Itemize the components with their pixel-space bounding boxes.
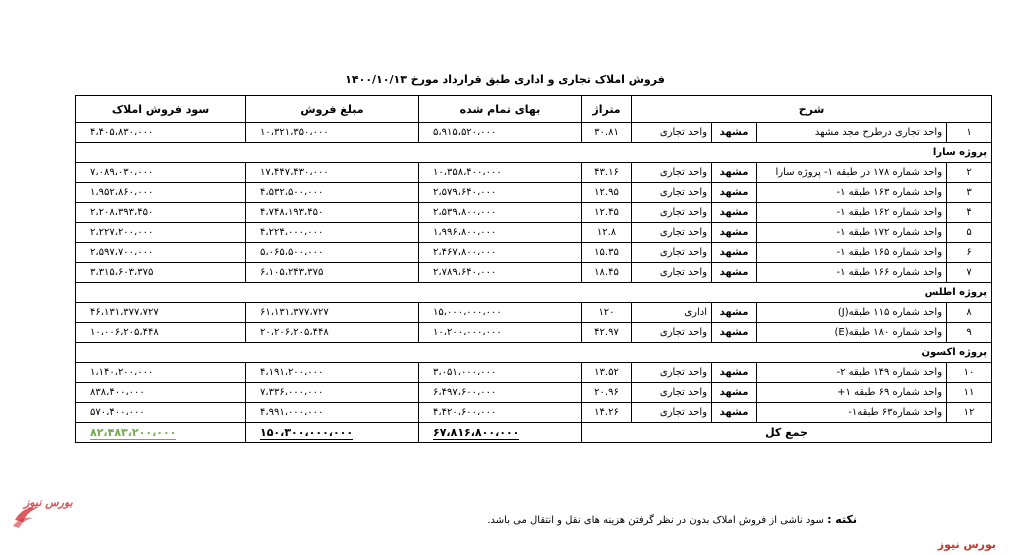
row-city: مشهد bbox=[712, 123, 757, 143]
row-description: واحد شماره ۶۹ طبقه ۱+ bbox=[757, 383, 947, 403]
total-sale-cell bbox=[246, 423, 419, 443]
row-city: مشهد bbox=[712, 243, 757, 263]
table-row bbox=[76, 403, 992, 423]
row-area: ۴۲.۹۷ bbox=[582, 323, 632, 343]
row-usage: واحد تجاری bbox=[632, 383, 712, 403]
row-number: ۷ bbox=[947, 263, 992, 283]
row-sale: ۶،۱۰۵،۲۴۳،۳۷۵ bbox=[246, 263, 419, 283]
row-sale: ۲۰،۲۰۶،۲۰۵،۴۴۸ bbox=[246, 323, 419, 343]
table-row bbox=[76, 203, 992, 223]
row-profit: ۱،۱۴۰،۲۰۰،۰۰۰ bbox=[76, 363, 246, 383]
table-row bbox=[76, 223, 992, 243]
section-title: پروژه اطلس bbox=[76, 283, 992, 303]
row-sale: ۶۱،۱۳۱،۳۷۷،۷۲۷ bbox=[246, 303, 419, 323]
row-cost: ۱۰،۳۵۸،۴۰۰،۰۰۰ bbox=[419, 163, 582, 183]
row-profit: ۷،۰۸۹،۰۳۰،۰۰۰ bbox=[76, 163, 246, 183]
row-city: مشهد bbox=[712, 163, 757, 183]
row-description: واحد شماره ۱۷۸ در طبقه ۱- پروژه سارا bbox=[757, 163, 947, 183]
row-description: واحد تجاری درطرح مجد مشهد bbox=[757, 123, 947, 143]
row-sale: ۴،۵۳۲،۵۰۰،۰۰۰ bbox=[246, 183, 419, 203]
footnote bbox=[487, 513, 857, 526]
row-city: مشهد bbox=[712, 263, 757, 283]
row-sale: ۱۷،۴۴۷،۴۳۰،۰۰۰ bbox=[246, 163, 419, 183]
row-cost: ۱۵،۰۰۰،۰۰۰،۰۰۰ bbox=[419, 303, 582, 323]
total-row bbox=[76, 423, 992, 443]
row-sale: ۷،۳۳۶،۰۰۰،۰۰۰ bbox=[246, 383, 419, 403]
row-cost: ۲،۴۶۷،۸۰۰،۰۰۰ bbox=[419, 243, 582, 263]
row-area: ۱۵.۳۵ bbox=[582, 243, 632, 263]
row-description: واحد شماره ۱۶۲ طبقه ۱- bbox=[757, 203, 947, 223]
row-description: واحد شماره ۱۶۶ طبقه ۱- bbox=[757, 263, 947, 283]
row-area: ۱۲۰ bbox=[582, 303, 632, 323]
row-city: مشهد bbox=[712, 383, 757, 403]
sales-table bbox=[75, 95, 992, 443]
row-number: ۶ bbox=[947, 243, 992, 263]
table-body bbox=[76, 123, 992, 423]
row-profit: ۵۷۰،۴۰۰،۰۰۰ bbox=[76, 403, 246, 423]
row-profit: ۸۳۸،۴۰۰،۰۰۰ bbox=[76, 383, 246, 403]
row-cost: ۱۰،۲۰۰،۰۰۰،۰۰۰ bbox=[419, 323, 582, 343]
row-cost: ۴،۴۲۰،۶۰۰،۰۰۰ bbox=[419, 403, 582, 423]
row-description: واحد شماره ۱۸۰ طبقه(E) bbox=[757, 323, 947, 343]
row-description: واحد شماره ۱۶۳ طبقه ۱- bbox=[757, 183, 947, 203]
row-number: ۴ bbox=[947, 203, 992, 223]
row-cost: ۲،۵۷۹،۶۴۰،۰۰۰ bbox=[419, 183, 582, 203]
row-city: مشهد bbox=[712, 403, 757, 423]
row-cost: ۶،۴۹۷،۶۰۰،۰۰۰ bbox=[419, 383, 582, 403]
row-number: ۹ bbox=[947, 323, 992, 343]
row-area: ۱۳.۵۲ bbox=[582, 363, 632, 383]
row-area: ۲۰.۹۶ bbox=[582, 383, 632, 403]
row-description: واحد شماره ۱۱۵ طبقه(J) bbox=[757, 303, 947, 323]
row-number: ۵ bbox=[947, 223, 992, 243]
row-city: مشهد bbox=[712, 363, 757, 383]
row-cost: ۳،۰۵۱،۰۰۰،۰۰۰ bbox=[419, 363, 582, 383]
table-header-row bbox=[76, 96, 992, 123]
row-profit: ۴،۴۰۵،۸۳۰،۰۰۰ bbox=[76, 123, 246, 143]
row-number: ۱۲ bbox=[947, 403, 992, 423]
row-cost: ۲،۷۸۹،۶۴۰،۰۰۰ bbox=[419, 263, 582, 283]
row-usage: واحد تجاری bbox=[632, 323, 712, 343]
row-description: واحد شماره۶۳ طبقه۱- bbox=[757, 403, 947, 423]
section-title: پروژه سارا bbox=[76, 143, 992, 163]
section-row bbox=[76, 343, 992, 363]
row-area: ۱۴.۲۶ bbox=[582, 403, 632, 423]
total-cost: ۶۷،۸۱۶،۸۰۰،۰۰۰ bbox=[433, 426, 520, 439]
row-description: واحد شماره ۱۷۲ طبقه ۱- bbox=[757, 223, 947, 243]
row-sale: ۵،۰۶۵،۵۰۰،۰۰۰ bbox=[246, 243, 419, 263]
table-row bbox=[76, 323, 992, 343]
row-usage: واحد تجاری bbox=[632, 163, 712, 183]
row-usage: واحد تجاری bbox=[632, 243, 712, 263]
row-usage: واحد تجاری bbox=[632, 403, 712, 423]
row-city: مشهد bbox=[712, 323, 757, 343]
row-usage: واحد تجاری bbox=[632, 363, 712, 383]
header-desc: شرح bbox=[632, 96, 992, 123]
row-number: ۱ bbox=[947, 123, 992, 143]
row-usage: واحد تجاری bbox=[632, 223, 712, 243]
row-number: ۳ bbox=[947, 183, 992, 203]
row-area: ۱۸.۴۵ bbox=[582, 263, 632, 283]
row-number: ۲ bbox=[947, 163, 992, 183]
section-row bbox=[76, 143, 992, 163]
row-area: ۱۲.۸ bbox=[582, 223, 632, 243]
row-usage: واحد تجاری bbox=[632, 263, 712, 283]
row-sale: ۴،۲۲۴،۰۰۰،۰۰۰ bbox=[246, 223, 419, 243]
row-profit: ۱،۹۵۲،۸۶۰،۰۰۰ bbox=[76, 183, 246, 203]
row-usage: اداری bbox=[632, 303, 712, 323]
brand-label: بورس نیوز bbox=[937, 538, 996, 551]
row-cost: ۵،۹۱۵،۵۲۰،۰۰۰ bbox=[419, 123, 582, 143]
row-area: ۱۲.۴۵ bbox=[582, 203, 632, 223]
table-row bbox=[76, 383, 992, 403]
row-profit: ۴۶،۱۳۱،۳۷۷،۷۲۷ bbox=[76, 303, 246, 323]
row-sale: ۴،۷۴۸،۱۹۳،۴۵۰ bbox=[246, 203, 419, 223]
total-sale: ۱۵۰،۳۰۰،۰۰۰،۰۰۰ bbox=[260, 426, 354, 439]
header-sale: مبلغ فروش bbox=[246, 96, 419, 123]
header-cost: بهای تمام شده bbox=[419, 96, 582, 123]
header-profit: سود فروش املاک bbox=[76, 96, 246, 123]
logo-watermark-text: بورس نیوز bbox=[24, 496, 73, 509]
row-profit: ۳،۳۱۵،۶۰۳،۳۷۵ bbox=[76, 263, 246, 283]
row-city: مشهد bbox=[712, 223, 757, 243]
table-row bbox=[76, 303, 992, 323]
row-usage: واحد تجاری bbox=[632, 183, 712, 203]
row-profit: ۲،۲۰۸،۳۹۳،۴۵۰ bbox=[76, 203, 246, 223]
row-profit: ۱۰،۰۰۶،۲۰۵،۴۴۸ bbox=[76, 323, 246, 343]
row-city: مشهد bbox=[712, 183, 757, 203]
table-row bbox=[76, 243, 992, 263]
row-city: مشهد bbox=[712, 203, 757, 223]
row-profit: ۲،۵۹۷،۷۰۰،۰۰۰ bbox=[76, 243, 246, 263]
table-row bbox=[76, 183, 992, 203]
table-row bbox=[76, 123, 992, 143]
row-number: ۸ bbox=[947, 303, 992, 323]
header-area: متراژ bbox=[582, 96, 632, 123]
section-title: پروژه اکسون bbox=[76, 343, 992, 363]
report-title: فروش املاک تجاری و اداری طبق قرارداد مورخ ۱۴۰۰/۱۰/۱۳ bbox=[345, 73, 665, 86]
table-row bbox=[76, 363, 992, 383]
note-text: سود ناشی از فروش املاک بدون در نظر گرفتن هزینه های نقل و انتقال می باشد. bbox=[487, 515, 824, 526]
row-area: ۳۰.۸۱ bbox=[582, 123, 632, 143]
row-city: مشهد bbox=[712, 303, 757, 323]
row-number: ۱۰ bbox=[947, 363, 992, 383]
row-area: ۱۲.۹۵ bbox=[582, 183, 632, 203]
table-row bbox=[76, 263, 992, 283]
table-row bbox=[76, 163, 992, 183]
row-description: واحد شماره ۱۶۵ طبقه ۱- bbox=[757, 243, 947, 263]
row-usage: واحد تجاری bbox=[632, 123, 712, 143]
section-row bbox=[76, 283, 992, 303]
row-area: ۴۳.۱۶ bbox=[582, 163, 632, 183]
row-cost: ۲،۵۳۹،۸۰۰،۰۰۰ bbox=[419, 203, 582, 223]
row-profit: ۲،۲۲۷،۲۰۰،۰۰۰ bbox=[76, 223, 246, 243]
row-sale: ۴،۱۹۱،۲۰۰،۰۰۰ bbox=[246, 363, 419, 383]
row-description: واحد شماره ۱۴۹ طبقه ۲- bbox=[757, 363, 947, 383]
total-profit-cell bbox=[76, 423, 246, 443]
total-cost-cell bbox=[419, 423, 582, 443]
row-sale: ۱۰،۳۲۱،۳۵۰،۰۰۰ bbox=[246, 123, 419, 143]
total-profit: ۸۲،۴۸۳،۲۰۰،۰۰۰ bbox=[90, 426, 177, 439]
row-sale: ۴،۹۹۱،۰۰۰،۰۰۰ bbox=[246, 403, 419, 423]
row-usage: واحد تجاری bbox=[632, 203, 712, 223]
total-label: جمع کل bbox=[582, 423, 992, 443]
row-number: ۱۱ bbox=[947, 383, 992, 403]
row-cost: ۱،۹۹۶،۸۰۰،۰۰۰ bbox=[419, 223, 582, 243]
note-label: نکته : bbox=[827, 513, 857, 526]
